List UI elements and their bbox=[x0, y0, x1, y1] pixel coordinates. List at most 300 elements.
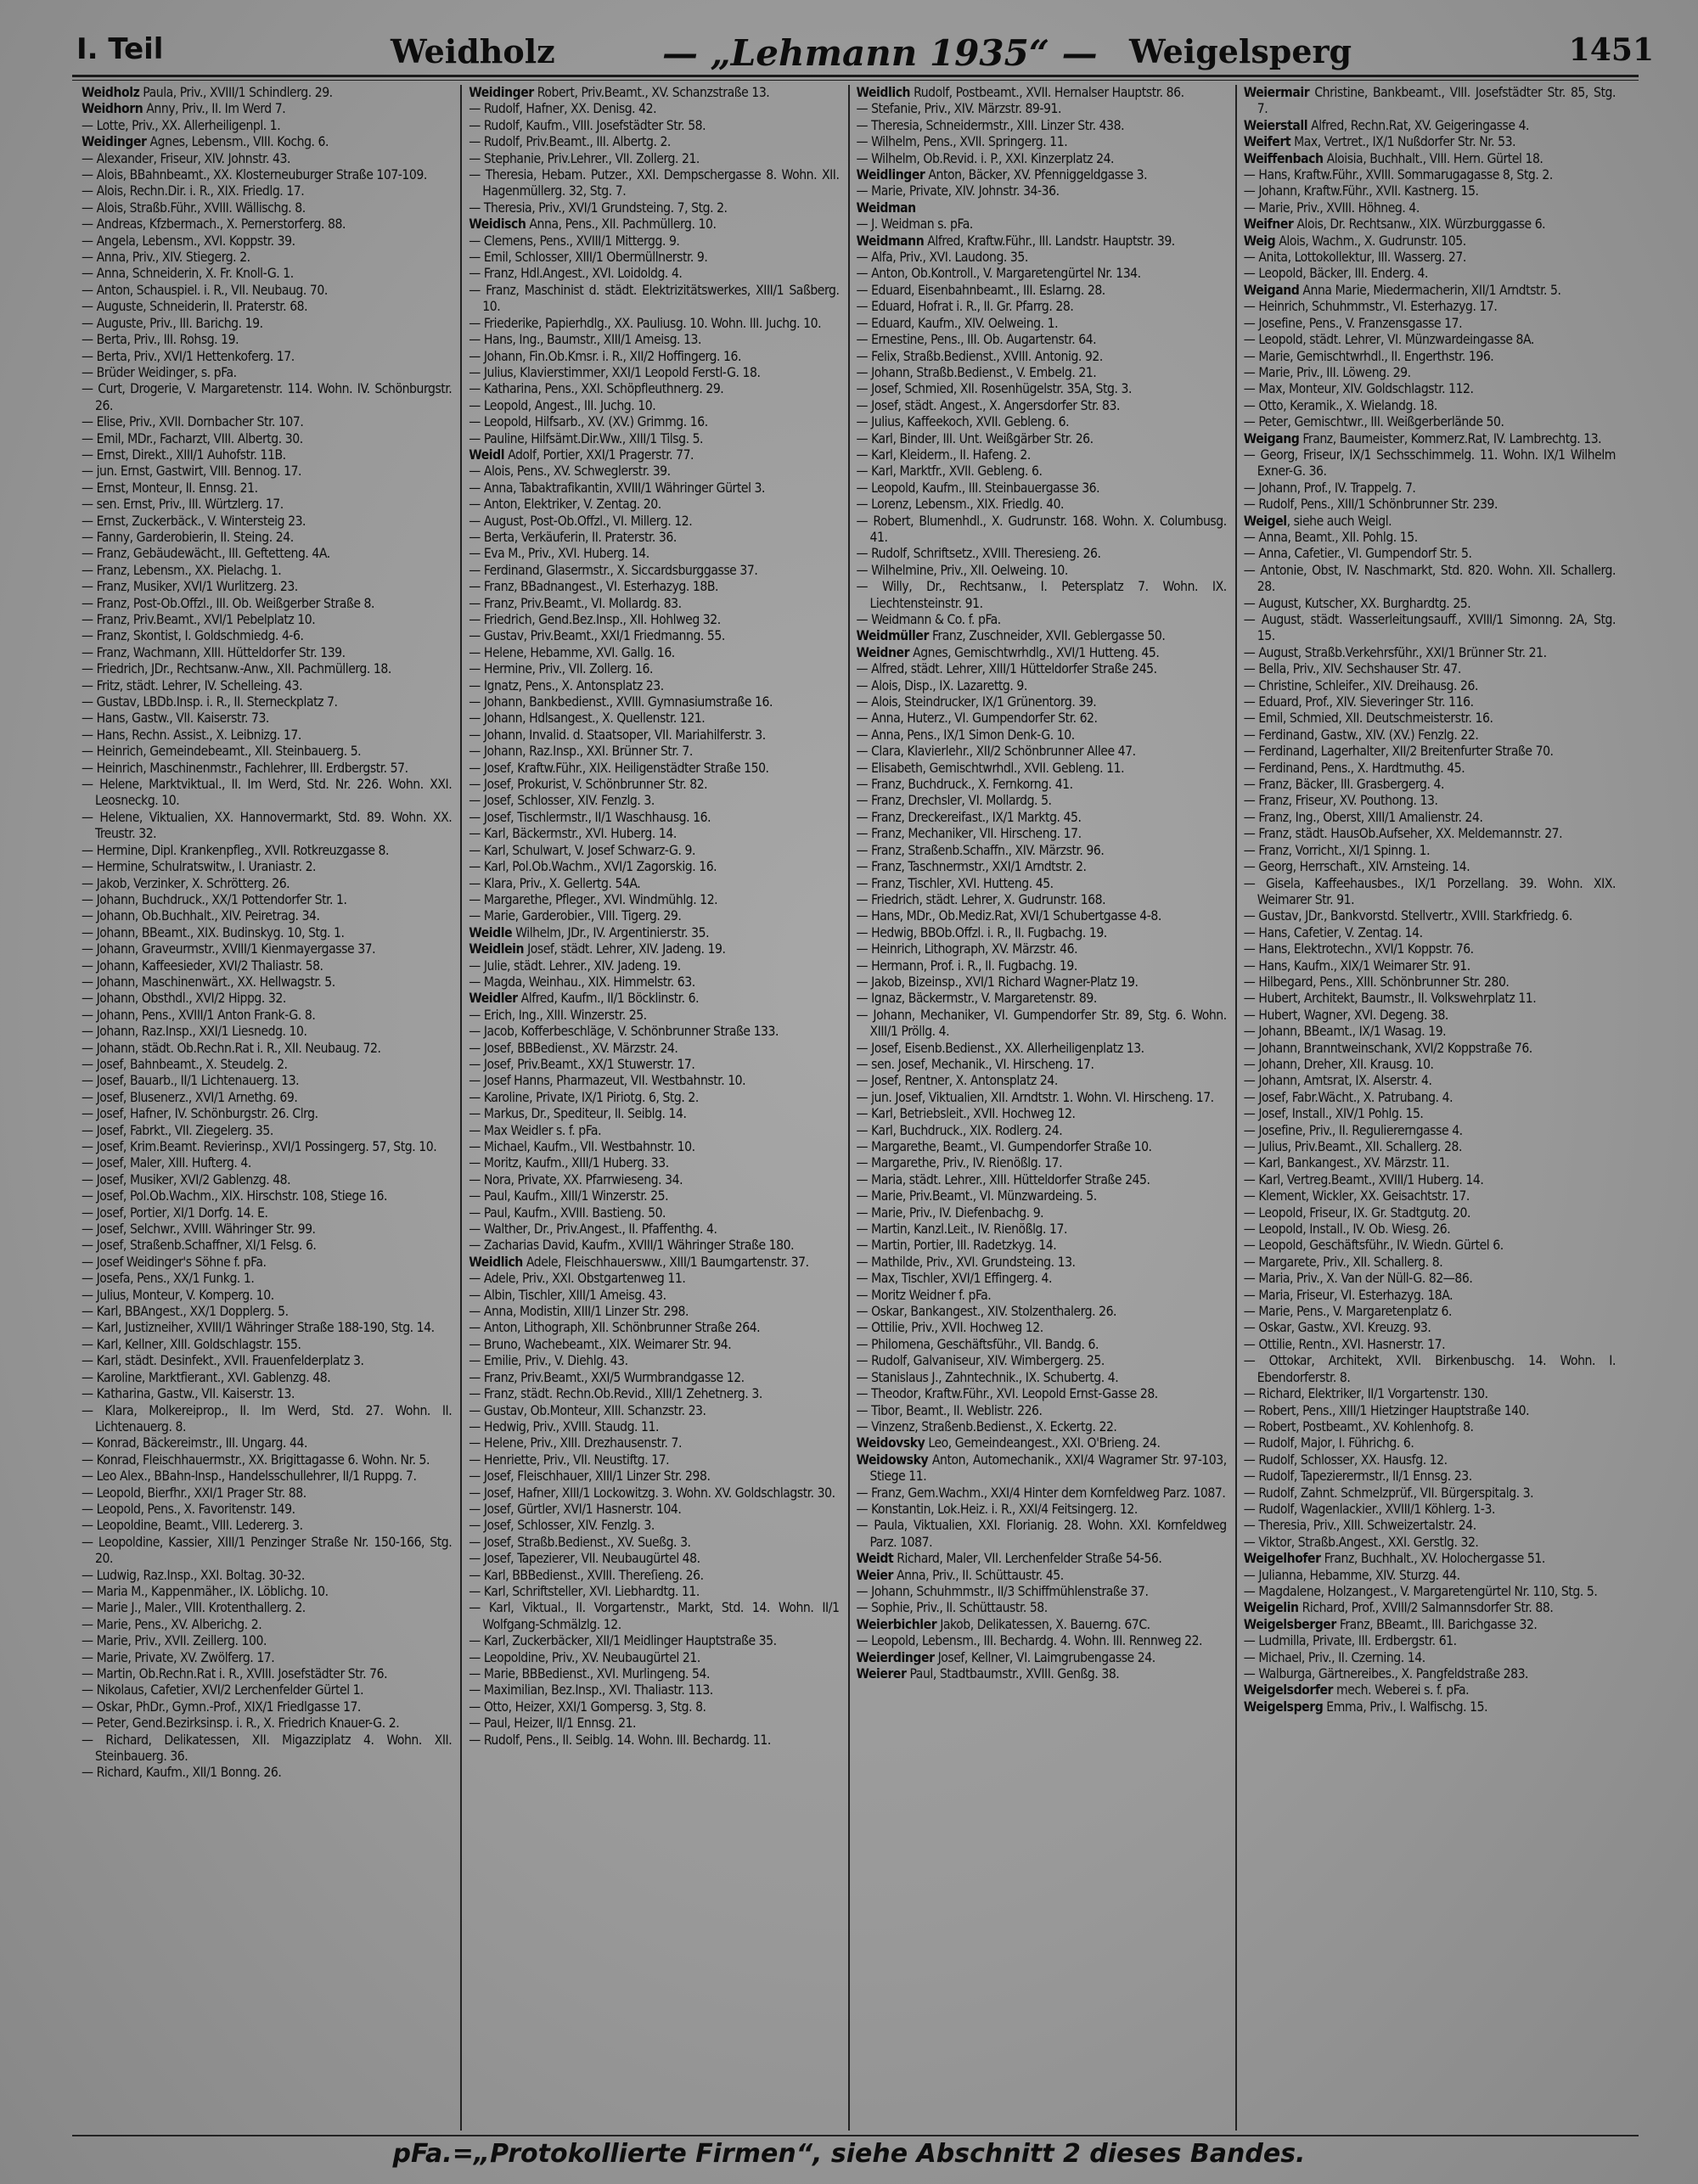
entry-text: — Karoline, Marktfierant., XVI. Gablenzg. 48. bbox=[82, 1369, 331, 1385]
entry-text: Wilhelm, JDr., IV. Argentinierstr. 35. bbox=[512, 924, 710, 940]
directory-entry bbox=[857, 645, 1227, 661]
entry-text: — Heinrich, Schuhmmstr., VI. Esterhazyg. 17. bbox=[1243, 299, 1498, 315]
entry-text: — Jacob, Kofferbeschläge, V. Schönbrunner Straße 133. bbox=[469, 1024, 779, 1040]
entry-text: — Hermine, Schulratswitw., I. Uraniastr. 2. bbox=[82, 859, 317, 875]
entry-text: — Hubert, Architekt, Baumstr., II. Volkswehrplatz 11. bbox=[1243, 991, 1537, 1007]
directory-entry bbox=[82, 1633, 452, 1649]
entry-text: — Rudolf, Zahnt. Schmelzprüf., VII. Bürgerspitalg. 3. bbox=[1243, 1485, 1534, 1501]
directory-entry bbox=[1244, 1288, 1616, 1304]
directory-entry bbox=[1244, 1139, 1616, 1155]
entry-text: — Ludmilla, Private, III. Erdbergstr. 61. bbox=[1243, 1633, 1457, 1649]
entry-text: — Peter, Gemischtwr., III. Weißgerberlände 50. bbox=[1243, 414, 1504, 430]
directory-entry bbox=[469, 1057, 839, 1073]
entry-text: — J. Weidman s. pFa. bbox=[856, 216, 973, 233]
directory-entry bbox=[1244, 958, 1616, 974]
directory-entry bbox=[82, 1139, 452, 1155]
entry-text: — August, Post-Ob.Offzl., VI. Millerg. 12. bbox=[469, 513, 693, 529]
entry-text: — Alois, Disp., IX. Lazarettg. 9. bbox=[856, 677, 1027, 693]
entry-text: — Rudolf, Galvaniseur, XIV. Wimbergerg. 25. bbox=[856, 1353, 1105, 1369]
entry-text: — Clara, Klavierlehr., XII/2 Schönbrunner Allee 47. bbox=[856, 744, 1136, 760]
directory-entry bbox=[1244, 661, 1616, 677]
directory-entry bbox=[1244, 381, 1616, 397]
entry-text: — Karl, BBBedienst., XVIII. Thereſieng. 26. bbox=[469, 1567, 704, 1583]
directory-entry bbox=[82, 843, 452, 859]
directory-entry bbox=[82, 1238, 452, 1254]
entry-text: — Johann, städt. Ob.Rechn.Rat i. R., XII. Neubaug. 72. bbox=[82, 1040, 381, 1056]
entry-text: — Karl, Marktfr., XVII. Gebleng. 6. bbox=[856, 463, 1043, 480]
directory-entry bbox=[857, 1288, 1227, 1304]
directory-entry bbox=[469, 266, 839, 282]
entry-text: — Emilie, Priv., V. Diehlg. 43. bbox=[469, 1353, 628, 1369]
entry-text: — Franz, Ing., Oberst, XIII/1 Amalienstr. 24. bbox=[1243, 809, 1483, 825]
entry-text: — Hans, MDr., Ob.Mediz.Rat, XVI/1 Schubertgasse 4-8. bbox=[856, 908, 1161, 924]
entry-text: — Josef, Bauarb., II/1 Lichtenauerg. 13. bbox=[82, 1073, 300, 1089]
directory-entry bbox=[857, 744, 1227, 760]
entry-text: — sen. Ernst, Priv., III. Würtzlerg. 17. bbox=[82, 497, 284, 513]
directory-entry bbox=[469, 497, 839, 513]
directory-entry bbox=[82, 134, 452, 150]
entry-text: Jakob, Delikatessen, X. Bauerng. 67C. bbox=[936, 1616, 1150, 1632]
directory-entry bbox=[82, 1090, 452, 1106]
directory-entry bbox=[1244, 1123, 1616, 1139]
entry-text: — Maria M., Kappenmäher., IX. Löblichg. 10. bbox=[82, 1583, 329, 1599]
entry-text: — Rudolf, Pens., XIII/1 Schönbrunner Str. 239. bbox=[1243, 497, 1498, 513]
directory-entry bbox=[857, 85, 1227, 101]
entry-text: — Rudolf, Pens., II. Seiblg. 14. Wohn. III. Bechardg. 11. bbox=[469, 1732, 771, 1748]
directory-entry bbox=[82, 1288, 452, 1304]
entry-text: Franz, Baumeister, Kommerz.Rat, IV. Lambrechtg. 13. bbox=[1299, 430, 1602, 446]
directory-entry bbox=[82, 118, 452, 134]
entry-text: Agnes, Gemischtwrhdlg., XVI/1 Hutteng. 45. bbox=[909, 644, 1160, 660]
entry-text: — Alois, Pens., XV. Schweglerstr. 39. bbox=[469, 463, 671, 480]
directory-entry bbox=[1244, 876, 1616, 909]
entry-text: Paul, Stadtbaumstr., XVIII. Genßg. 38. bbox=[906, 1666, 1120, 1682]
directory-entry bbox=[1244, 1353, 1616, 1386]
directory-entry bbox=[857, 332, 1227, 348]
entry-text: — Ferdinand, Lagerhalter, XII/2 Breitenfurter Straße 70. bbox=[1243, 744, 1554, 760]
entry-text: — Weidmann & Co. f. pFa. bbox=[856, 612, 1001, 627]
entry-surname: Weierer bbox=[856, 1666, 907, 1682]
directory-entry bbox=[1244, 1172, 1616, 1188]
directory-entry bbox=[1244, 1403, 1616, 1419]
directory-entry bbox=[469, 1337, 839, 1353]
directory-entry bbox=[82, 1255, 452, 1271]
directory-entry bbox=[857, 1370, 1227, 1386]
entry-text: — Anita, Lottokollektur, III. Wasserg. 27. bbox=[1243, 250, 1466, 266]
directory-entry bbox=[857, 694, 1227, 710]
entry-text: — Karl, Bäckermstr., XVI. Huberg. 14. bbox=[469, 826, 677, 842]
entry-text: — Franz, Bäcker, III. Grasbergerg. 4. bbox=[1243, 777, 1444, 793]
directory-entry bbox=[1244, 843, 1616, 859]
directory-entry bbox=[1244, 1255, 1616, 1271]
entry-text: — Franz, Maschinist d. städt. Elektrizitätswerkes, XIII/1 Saßberg. 10. bbox=[469, 282, 840, 315]
directory-entry bbox=[857, 365, 1227, 381]
directory-entry bbox=[82, 1320, 452, 1336]
directory-entry bbox=[469, 381, 839, 397]
header-rule-thin bbox=[72, 80, 1639, 81]
entry-text: — Josef, städt. Angest., X. Angersdorfer Str. 83. bbox=[856, 397, 1120, 413]
entry-surname: Weidle bbox=[469, 924, 513, 940]
directory-entry bbox=[857, 316, 1227, 332]
directory-entry bbox=[1244, 1024, 1616, 1040]
directory-entry bbox=[857, 1353, 1227, 1369]
directory-entry bbox=[469, 1320, 839, 1336]
entry-text: — Ignaz, Bäckermstr., V. Margaretenstr. 89. bbox=[856, 991, 1097, 1007]
entry-text: Franz, Zuschneider, XVII. Geblergasse 50. bbox=[928, 628, 1166, 644]
entry-text: — Margarethe, Beamt., VI. Gumpendorfer Straße 10. bbox=[856, 1139, 1152, 1154]
entry-text: — Josef, Krim.Beamt. Revierinsp., XVI/1 Possingerg. 57, Stg. 10. bbox=[82, 1139, 437, 1154]
directory-entry bbox=[469, 612, 839, 628]
entry-text: — Josef, Bahnbeamt., X. Steudelg. 2. bbox=[82, 1056, 288, 1072]
directory-entry bbox=[469, 645, 839, 661]
directory-entry bbox=[1244, 1551, 1616, 1567]
entry-text: — Heinrich, Lithograph, XV. Märzstr. 46. bbox=[856, 941, 1078, 957]
entry-text: — Walther, Dr., Priv.Angest., II. Pfaffenthg. 4. bbox=[469, 1221, 717, 1238]
entry-text: — Viktor, Straßb.Angest., XXI. Gerstlg. 32. bbox=[1243, 1534, 1479, 1550]
entry-text: — Ernst, Direkt., XIII/1 Auhofstr. 11B. bbox=[82, 446, 286, 463]
entry-text: — Johann, Ob.Buchhalt., XIV. Peiretrag. 34. bbox=[82, 908, 320, 924]
directory-entry bbox=[857, 810, 1227, 826]
entry-text: — Johann, BBeamt., IX/1 Wasag. 19. bbox=[1243, 1024, 1447, 1040]
directory-entry bbox=[469, 1255, 839, 1271]
directory-entry bbox=[469, 398, 839, 414]
entry-text: — Jakob, Bizeinsp., XVI/1 Richard Wagner-Platz 19. bbox=[856, 974, 1139, 990]
entry-text: — Hans, Ing., Baumstr., XIII/1 Ameisg. 13. bbox=[469, 332, 702, 348]
entry-text: — Johann, Prof., IV. Trappelg. 7. bbox=[1243, 480, 1416, 496]
entry-text: — Franz, Friseur, XV. Pouthong. 13. bbox=[1243, 793, 1438, 809]
entry-text: — Leopoldine, Beamt., VIII. Ledererg. 3. bbox=[82, 1518, 303, 1534]
directory-entry bbox=[82, 349, 452, 365]
entry-text: — Josef, Tapezierer, VII. Neubaugürtel 48. bbox=[469, 1551, 700, 1567]
entry-text: — Eduard, Prof., XIV. Sieveringer Str. 116. bbox=[1243, 694, 1474, 710]
directory-entry bbox=[1244, 266, 1616, 282]
directory-entry bbox=[469, 596, 839, 612]
directory-entry bbox=[469, 1353, 839, 1369]
entry-text: — Hans, Cafetier, V. Zentag. 14. bbox=[1243, 924, 1423, 940]
directory-entry bbox=[857, 431, 1227, 447]
entry-text: — Moritz, Kaufm., XIII/1 Huberg. 33. bbox=[469, 1155, 669, 1171]
entry-text: — Franz, Hdl.Angest., XVI. Loidoldg. 4. bbox=[469, 266, 683, 282]
entry-text: — Franz, Wachmann, XIII. Hütteldorfer Str. 139. bbox=[82, 644, 346, 660]
directory-entry bbox=[469, 991, 839, 1007]
directory-entry bbox=[1244, 612, 1616, 645]
entry-text: Anny, Priv., II. Im Werd 7. bbox=[143, 101, 286, 117]
entry-text: Leo, Gemeindeangest., XXI. O'Brieng. 24. bbox=[925, 1435, 1161, 1451]
entry-surname: Weidlein bbox=[469, 941, 525, 957]
directory-entry bbox=[857, 579, 1227, 612]
directory-entry bbox=[1244, 1666, 1616, 1682]
entry-text: — Adele, Priv., XXI. Obstgartenweg 11. bbox=[469, 1271, 686, 1287]
entry-text: — Franz, Drechsler, VI. Mollardg. 5. bbox=[856, 793, 1052, 809]
directory-entry bbox=[469, 546, 839, 562]
directory-entry bbox=[857, 1255, 1227, 1271]
directory-entry bbox=[857, 1452, 1227, 1485]
header-rule bbox=[72, 75, 1639, 77]
directory-entry bbox=[1244, 316, 1616, 332]
directory-entry bbox=[1244, 85, 1616, 118]
directory-entry bbox=[857, 1205, 1227, 1221]
entry-text: — Rudolf, Kaufm., VIII. Josefstädter Str. 58. bbox=[469, 117, 706, 133]
entry-text: — Karl, Schriftsteller, XVI. Liebhardtg. 11. bbox=[469, 1583, 700, 1599]
directory-entry bbox=[1244, 414, 1616, 430]
entry-text: — Anna, Modistin, XIII/1 Linzer Str. 298. bbox=[469, 1304, 689, 1320]
entry-text: Christine, Bankbeamt., VIII. Josefstädter Str. 85, Stg. 7. bbox=[1257, 85, 1616, 117]
entry-text: — Wilhelm, Ob.Revid. i. P., XXI. Kinzerplatz 24. bbox=[856, 150, 1115, 166]
directory-entry bbox=[82, 1205, 452, 1221]
directory-entry bbox=[1244, 810, 1616, 826]
directory-entry bbox=[469, 1238, 839, 1254]
entry-text: — Josef, Priv.Beamt., XX/1 Stuwerstr. 17. bbox=[469, 1056, 695, 1072]
entry-text: — Josef, Tischlermstr., II/1 Waschhausg. 16. bbox=[469, 809, 711, 825]
directory-entry bbox=[857, 826, 1227, 842]
directory-entry bbox=[1244, 167, 1616, 183]
entry-text: — Josef, Prokurist, V. Schönbrunner Str. 82. bbox=[469, 777, 708, 793]
entry-text: — Albin, Tischler, XIII/1 Ameisg. 43. bbox=[469, 1287, 666, 1303]
entry-text: — Josef, Selchwr., XVIII. Währinger Str. 99. bbox=[82, 1221, 316, 1238]
entry-text: — Ferdinand, Gastw., XIV. (XV.) Fenzlg. 22. bbox=[1243, 727, 1479, 743]
directory-entry bbox=[82, 1568, 452, 1584]
directory-entry bbox=[82, 365, 452, 381]
entry-text: — Max, Monteur, XIV. Goldschlagstr. 112. bbox=[1243, 381, 1474, 397]
directory-entry bbox=[82, 1271, 452, 1287]
entry-text: — Josef, Eisenb.Bedienst., XX. Allerheiligenplatz 13. bbox=[856, 1040, 1144, 1056]
entry-text: — Hermann, Prof. i. R., II. Fugbachg. 19. bbox=[856, 957, 1077, 974]
entry-text: — Julianna, Hebamme, XIV. Sturzg. 44. bbox=[1243, 1567, 1460, 1583]
directory-entry bbox=[857, 612, 1227, 628]
entry-text: — Theresia, Priv., XVI/1 Grundsteing. 7, Stg. 2. bbox=[469, 199, 728, 216]
directory-entry bbox=[857, 1650, 1227, 1666]
directory-entry bbox=[469, 1551, 839, 1567]
column-4 bbox=[1237, 85, 1624, 2131]
directory-entry bbox=[857, 1188, 1227, 1204]
entry-text: — August, Kutscher, XX. Burghardtg. 25. bbox=[1243, 595, 1471, 611]
entry-text: — Karl, Binder, III. Unt. Weißgärber Str. 26. bbox=[856, 430, 1094, 446]
entry-text: — Rudolf, Schlosser, XX. Hausfg. 12. bbox=[1243, 1451, 1448, 1468]
entry-surname: Weigang bbox=[1243, 430, 1300, 446]
entry-text: — Marie, Priv., III. Löweng. 29. bbox=[1243, 364, 1411, 380]
entry-text: — Josef, Fleischhauer, XIII/1 Linzer Str. 298. bbox=[469, 1468, 711, 1485]
directory-entry bbox=[857, 216, 1227, 233]
directory-entry bbox=[1244, 1090, 1616, 1106]
entry-text: — Paula, Viktualien, XXI. Florianig. 28. Wohn. XXI. Kornfeldweg Parz. 1087. bbox=[856, 1518, 1227, 1550]
directory-entry bbox=[857, 447, 1227, 463]
entry-text: — Josef, Rentner, X. Antonsplatz 24. bbox=[856, 1073, 1058, 1089]
entry-text: — Johann, Buchdruck., XX/1 Pottendorfer Str. 1. bbox=[82, 891, 347, 907]
entry-text: — Josef, Blusenerz., XVI/1 Arnethg. 69. bbox=[82, 1089, 298, 1105]
entry-text: — Anton, Schauspiel. i. R., VII. Neubaug. 70. bbox=[82, 282, 328, 298]
directory-entry bbox=[1244, 974, 1616, 991]
directory-entry bbox=[1244, 1633, 1616, 1649]
directory-entry bbox=[469, 447, 839, 463]
entry-text: — Alois, Rechn.Dir. i. R., XIX. Friedlg. 17. bbox=[82, 183, 305, 199]
directory-entry bbox=[1244, 283, 1616, 299]
directory-entry bbox=[1244, 200, 1616, 216]
directory-entry bbox=[469, 1288, 839, 1304]
entry-text: — Paul, Kaufm., XVIII. Bastieng. 50. bbox=[469, 1204, 666, 1221]
directory-entry bbox=[1244, 530, 1616, 546]
directory-entry bbox=[1244, 349, 1616, 365]
directory-entry bbox=[82, 414, 452, 430]
directory-entry bbox=[82, 546, 452, 562]
entry-text: — Leopold, Hilfsarb., XV. (XV.) Grimmg. 16. bbox=[469, 414, 708, 430]
directory-entry bbox=[82, 1403, 452, 1436]
entry-text: — Sophie, Priv., II. Schüttaustr. 58. bbox=[856, 1600, 1048, 1616]
entry-text: — Konrad, Bäckereimstr., III. Ungarg. 44. bbox=[82, 1435, 307, 1451]
directory-entry bbox=[857, 546, 1227, 562]
entry-text: — August, städt. Wasserleitungsauff., XVIII/1 Simonng. 2A, Stg. 15. bbox=[1243, 612, 1616, 644]
entry-text: — Katharina, Gastw., VII. Kaiserstr. 13. bbox=[82, 1386, 295, 1402]
directory-entry bbox=[469, 365, 839, 381]
entry-text: — Jakob, Verzinker, X. Schrötterg. 26. bbox=[82, 875, 290, 891]
entry-text: — jun. Josef, Viktualien, XII. Arndtstr. 1. Wohn. VI. Hirscheng. 17. bbox=[856, 1089, 1214, 1105]
entry-text: — Karl, BBAngest., XX/1 Dopplerg. 5. bbox=[82, 1304, 289, 1320]
entry-text: — Max, Tischler, XVI/1 Effingerg. 4. bbox=[856, 1271, 1052, 1287]
entry-text: — Paul, Kaufm., XIII/1 Winzerstr. 25. bbox=[469, 1188, 669, 1204]
directory-entry bbox=[857, 283, 1227, 299]
entry-text: — Johann, Amtsrat, IX. Alserstr. 4. bbox=[1243, 1073, 1432, 1089]
entry-text: Franz, Buchhalt., XV. Holochergasse 51. bbox=[1320, 1551, 1545, 1567]
directory-entry bbox=[857, 777, 1227, 793]
entry-text: — Robert, Pens., XIII/1 Hietzinger Hauptstraße 140. bbox=[1243, 1402, 1530, 1418]
directory-entry bbox=[857, 167, 1227, 183]
directory-entry bbox=[82, 1617, 452, 1633]
entry-text: — Martin, Ob.Rechn.Rat i. R., XVIII. Josefstädter Str. 76. bbox=[82, 1666, 388, 1682]
directory-entry bbox=[1244, 1320, 1616, 1336]
entry-text: — Josef, BBBedienst., XV. Märzstr. 24. bbox=[469, 1040, 678, 1056]
first-entry-word: Weidholz bbox=[391, 32, 555, 70]
entry-text: — Josefa, Pens., XX/1 Funkg. 1. bbox=[82, 1271, 255, 1287]
entry-surname: Weierdinger bbox=[856, 1649, 935, 1665]
directory-entry bbox=[82, 661, 452, 677]
directory-entry bbox=[82, 216, 452, 233]
entry-text: — Tibor, Beamt., II. Weblistr. 226. bbox=[856, 1402, 1043, 1418]
directory-entry bbox=[857, 200, 1227, 216]
directory-entry bbox=[469, 661, 839, 677]
entry-text: — Maximilian, Bez.Insp., XVI. Thaliastr. 113. bbox=[469, 1682, 713, 1698]
directory-entry bbox=[857, 1386, 1227, 1402]
entry-text: — Anna, Priv., XIV. Stiegerg. 2. bbox=[82, 250, 250, 266]
entry-text: Alfred, Kraftw.Führ., III. Landstr. Hauptstr. 39. bbox=[924, 233, 1175, 249]
entry-text: — Rudolf, Wagenlackier., XVIII/1 Köhlerg. 1-3. bbox=[1243, 1501, 1495, 1517]
directory-entry bbox=[469, 1024, 839, 1040]
directory-entry bbox=[1244, 941, 1616, 957]
entry-text: — Helene, Hebamme, XVI. Gallg. 16. bbox=[469, 644, 675, 660]
entry-text: — Rudolf, Priv.Beamt., III. Albertg. 2. bbox=[469, 134, 671, 150]
entry-text: — Vinzenz, Straßenb.Bedienst., X. Eckertg. 22. bbox=[856, 1418, 1117, 1434]
entry-text: — Alois, Straßb.Führ., XVIII. Wällischg. 8. bbox=[82, 199, 306, 216]
directory-entry bbox=[1244, 1502, 1616, 1518]
directory-entry bbox=[82, 1123, 452, 1139]
entry-surname: Weigelsperg bbox=[1243, 1698, 1324, 1715]
directory-entry bbox=[857, 1238, 1227, 1254]
entry-text: , siehe auch Weigl. bbox=[1286, 513, 1392, 529]
directory-entry bbox=[82, 447, 452, 463]
entry-text: Alfred, Kaufm., II/1 Böcklinstr. 6. bbox=[517, 991, 700, 1007]
entry-text: — Hedwig, BBOb.Offzl. i. R., II. Fugbachg. 19. bbox=[856, 924, 1107, 940]
entry-text: — Franz, Taschnermstr., XXI/1 Arndtstr. 2. bbox=[856, 859, 1087, 875]
directory-entry bbox=[469, 233, 839, 250]
entry-text: — Clemens, Pens., XVIII/1 Mittergg. 9. bbox=[469, 233, 680, 249]
entry-text: — Karl, Schulwart, V. Josef Schwarz-G. 9. bbox=[469, 842, 695, 858]
entry-text: — Moritz Weidner f. pFa. bbox=[856, 1287, 992, 1303]
entry-text: — Nikolaus, Cafetier, XVI/2 Lerchenfelder Gürtel 1. bbox=[82, 1682, 364, 1698]
entry-text: — Friedrich, städt. Lehrer, X. Gudrunstr. 168. bbox=[856, 891, 1106, 907]
directory-entry bbox=[1244, 332, 1616, 348]
directory-entry bbox=[1244, 398, 1616, 414]
directory-entry bbox=[469, 530, 839, 546]
directory-entry bbox=[1244, 134, 1616, 150]
entry-text: — Leopold, Bäcker, III. Enderg. 4. bbox=[1243, 266, 1429, 282]
directory-entry bbox=[469, 579, 839, 595]
entry-text: — Marie, Private, XV. Zwölferg. 17. bbox=[82, 1649, 275, 1665]
directory-entry bbox=[857, 908, 1227, 924]
directory-entry bbox=[82, 1765, 452, 1781]
entry-text: Emma, Priv., I. Walfischg. 15. bbox=[1323, 1698, 1488, 1715]
entry-text: Franz, BBeamt., III. Barichgasse 32. bbox=[1335, 1616, 1538, 1632]
directory-entry bbox=[1244, 1271, 1616, 1287]
entry-text: Anton, Automechanik., XXI/4 Wagramer Str. 97-103, Stiege 11. bbox=[869, 1451, 1227, 1485]
entry-text: — Gustav, JDr., Bankvorstd. Stellvertr., XVIII. Starkfriedg. 6. bbox=[1243, 908, 1572, 924]
directory-entry bbox=[469, 744, 839, 760]
directory-entry bbox=[1244, 859, 1616, 875]
directory-entry bbox=[857, 1221, 1227, 1238]
entry-text: — Hans, Rechn. Assist., X. Leibnizg. 17. bbox=[82, 727, 301, 743]
directory-entry bbox=[82, 266, 452, 282]
entry-text: — Johann, Straßb.Bedienst., V. Embelg. 21. bbox=[856, 364, 1097, 380]
directory-entry bbox=[1244, 991, 1616, 1007]
directory-entry bbox=[82, 596, 452, 612]
directory-entry bbox=[82, 1584, 452, 1600]
footer-note: pFa.=„Protokollierte Firmen“, siehe Abschnitt 2 dieses Bandes. bbox=[392, 2139, 1306, 2169]
directory-entry bbox=[469, 925, 839, 941]
entry-text: — Josef Weidinger's Söhne f. pFa. bbox=[82, 1254, 267, 1270]
directory-entry bbox=[82, 645, 452, 661]
directory-entry bbox=[469, 1518, 839, 1534]
directory-entry bbox=[82, 1468, 452, 1485]
entry-text: — Marie, Gemischtwrhdl., II. Engerthstr. 196. bbox=[1243, 348, 1494, 364]
directory-entry bbox=[469, 414, 839, 430]
entry-text: — Ignatz, Pens., X. Antonsplatz 23. bbox=[469, 677, 664, 693]
directory-entry bbox=[469, 1435, 839, 1451]
entry-text: — Marie, Priv.Beamt., VI. Münzwardeing. 5. bbox=[856, 1188, 1097, 1204]
entry-text: — Heinrich, Maschinenmstr., Fachlehrer, III. Erdbergstr. 57. bbox=[82, 760, 408, 776]
directory-entry bbox=[82, 1535, 452, 1568]
directory-entry bbox=[1244, 1205, 1616, 1221]
entry-text: — Franz, Tischler, XVI. Hutteng. 45. bbox=[856, 875, 1054, 891]
entry-text: — Marie J., Maler., VIII. Krotenthallerg. 2. bbox=[82, 1600, 306, 1616]
directory-entry bbox=[1244, 431, 1616, 447]
directory-entry bbox=[469, 761, 839, 777]
directory-entry bbox=[82, 1057, 452, 1073]
entry-text: — Maria, Priv., X. Van der Nüll-G. 82—86. bbox=[1243, 1271, 1473, 1287]
directory-entry bbox=[82, 876, 452, 892]
entry-text: — Maria, städt. Lehrer., XIII. Hütteldorfer Straße 245. bbox=[856, 1171, 1150, 1187]
directory-entry bbox=[469, 1419, 839, 1435]
directory-entry bbox=[469, 1139, 839, 1155]
entry-text: — Josef Hanns, Pharmazeut, VII. Westbahnstr. 10. bbox=[469, 1073, 746, 1089]
entry-text: — Andreas, Kfzbermach., X. Pernerstorferg. 88. bbox=[82, 216, 346, 233]
directory-entry bbox=[1244, 1057, 1616, 1073]
entry-text: — Josef, Schmied, XII. Rosenhügelstr. 35A, Stg. 3. bbox=[856, 381, 1132, 397]
directory-entry bbox=[1244, 694, 1616, 710]
entry-text: Alois, Wachm., X. Gudrunstr. 105. bbox=[1275, 233, 1466, 249]
entry-text: — Leopold, Bierfhr., XXI/1 Prager Str. 88. bbox=[82, 1485, 306, 1501]
directory-entry bbox=[857, 514, 1227, 547]
column-2 bbox=[462, 85, 849, 2131]
entry-text: — Stefanie, Priv., XIV. Märzstr. 89-91. bbox=[856, 101, 1061, 117]
directory-entry bbox=[469, 431, 839, 447]
directory-entry bbox=[82, 941, 452, 957]
